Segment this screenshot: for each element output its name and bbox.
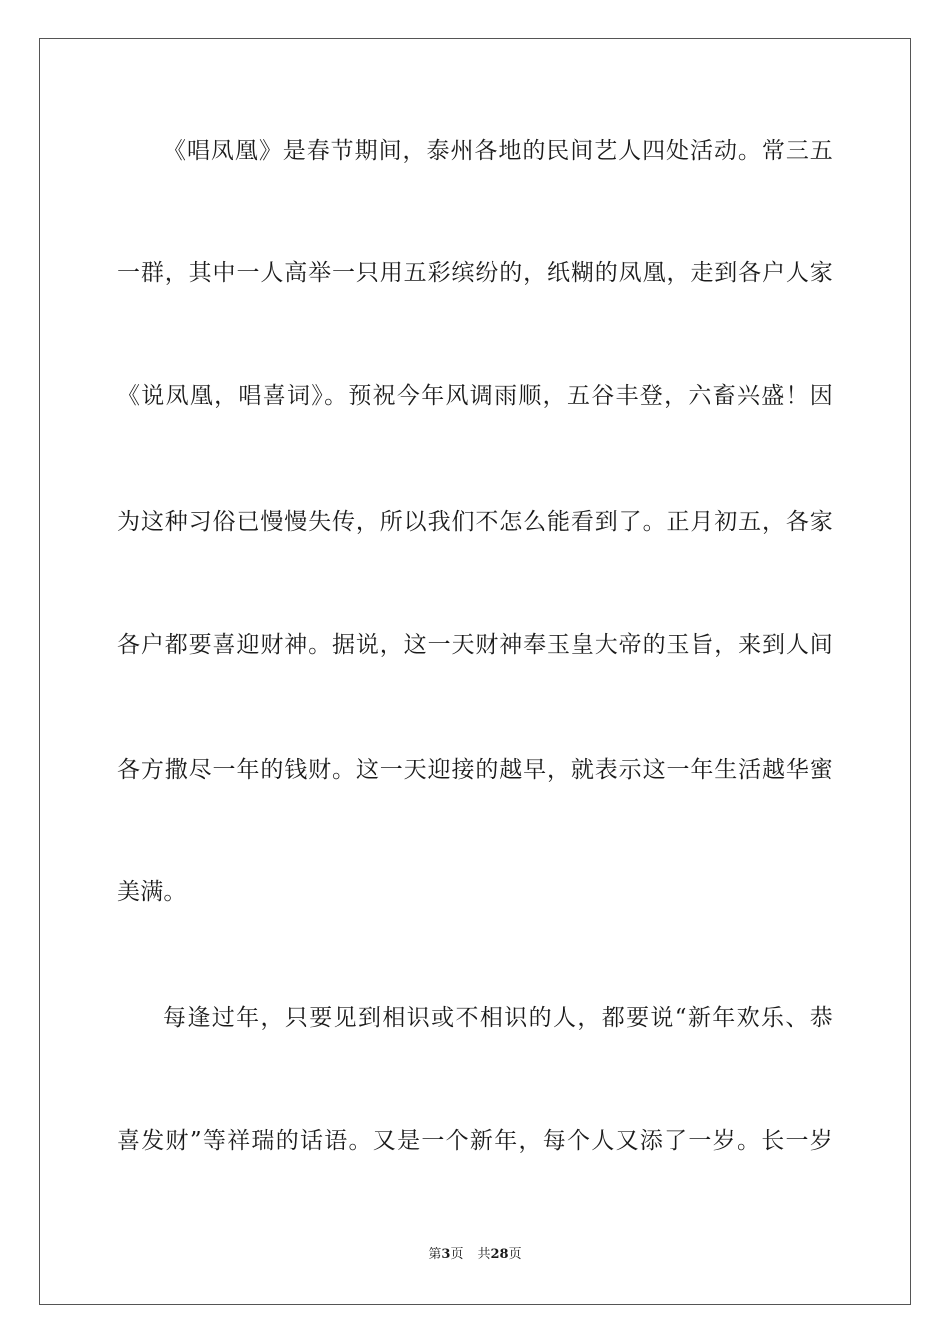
paragraph-1-line-4: 为这种习俗已慢慢失传，所以我们不怎么能看到了。正月初五，各家	[117, 509, 833, 535]
paragraph-1-line-5: 各户都要喜迎财神。据说，这一天财神奉玉皇大帝的玉旨，来到人间	[117, 632, 833, 658]
paragraph-1-line-3: 《说凤凰，唱喜词》。预祝今年风调雨顺，五谷丰登，六畜兴盛！因	[117, 383, 833, 409]
page-footer	[0, 1246, 950, 1264]
paragraph-1-line-1: 《唱凤凰》是春节期间，泰州各地的民间艺人四处活动。常三五	[163, 138, 833, 164]
footer-page-number: 3	[441, 1247, 451, 1262]
paragraph-1-line-2: 一群，其中一人高举一只用五彩缤纷的，纸糊的凤凰，走到各户人家	[117, 260, 833, 286]
paragraph-2-line-2: 喜发财”等祥瑞的话语。又是一个新年，每个人又添了一岁。长一岁	[117, 1128, 833, 1154]
footer-total-suffix: 页	[508, 1247, 522, 1262]
footer-total-prefix: 共	[477, 1247, 491, 1262]
paragraph-1-line-7: 美满。	[117, 879, 187, 905]
paragraph-1-line-6: 各方撒尽一年的钱财。这一天迎接的越早，就表示这一年生活越华蜜	[117, 757, 833, 783]
page-border	[39, 38, 911, 1305]
footer-page-suffix: 页	[450, 1247, 464, 1262]
footer-total-pages: 28	[490, 1247, 509, 1262]
paragraph-2-line-1: 每逢过年，只要见到相识或不相识的人，都要说“新年欢乐、恭	[163, 1005, 833, 1031]
footer-page-prefix: 第	[428, 1247, 442, 1262]
